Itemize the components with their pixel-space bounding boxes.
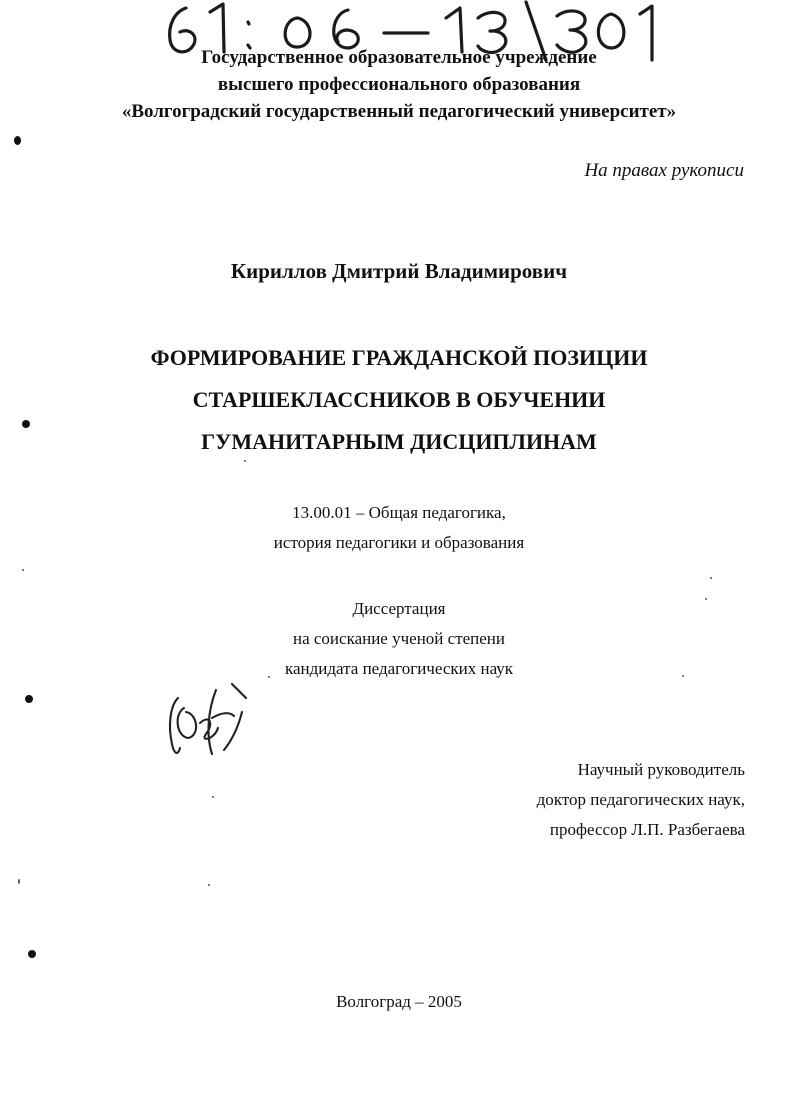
degree-line-2: на соискание ученой степени: [292, 629, 506, 648]
thesis-title: [0, 337, 798, 463]
scientific-supervisor: [537, 755, 745, 845]
supervisor-line-3: профессор Л.П. Разбегаева: [549, 820, 745, 839]
scan-mark: [28, 950, 36, 958]
city-and-year: Волгоград – 2005: [336, 992, 462, 1011]
degree-description: [0, 594, 798, 684]
scan-speck: [244, 460, 246, 462]
handwritten-signature: [160, 678, 260, 762]
thesis-title-line-2: СТАРШЕКЛАССНИКОВ В ОБУЧЕНИИ: [192, 387, 606, 412]
scan-speck: [710, 577, 712, 579]
institution-line-2: высшего профессионального образования: [217, 74, 581, 95]
specialty-line-1: 13.00.01 – Общая педагогика,: [292, 503, 506, 522]
manuscript-rights-note: На правах рукописи: [584, 160, 744, 181]
institution-line-3: «Волгоградский государственный педагогический университет»: [121, 101, 677, 122]
scan-speck: [212, 796, 214, 798]
institution-line-1: Государственное образовательное учреждение: [201, 47, 597, 68]
degree-line-3: кандидата педагогических наук: [284, 659, 514, 678]
specialty-code: [0, 498, 798, 558]
scan-speck: [682, 675, 684, 677]
scan-speck: [208, 884, 210, 886]
degree-line-1: Диссертация: [352, 599, 446, 618]
specialty-line-2: история педагогики и образования: [273, 533, 525, 552]
scan-speck: [22, 569, 24, 571]
scan-speck: [268, 676, 270, 678]
author-name: Кириллов Дмитрий Владимирович: [230, 259, 568, 283]
scan-speck: [705, 598, 707, 600]
scan-mark: [22, 420, 30, 428]
scan-mark: [25, 695, 33, 703]
supervisor-line-2: доктор педагогических наук,: [536, 790, 745, 809]
thesis-title-line-1: ФОРМИРОВАНИЕ ГРАЖДАНСКОЙ ПОЗИЦИИ: [150, 345, 648, 370]
institution-heading: [0, 44, 798, 125]
thesis-title-line-3: ГУМАНИТАРНЫМ ДИСЦИПЛИНАМ: [201, 429, 597, 454]
supervisor-line-1: Научный руководитель: [577, 760, 745, 779]
scan-speck: [18, 879, 20, 884]
scan-mark: [14, 136, 21, 145]
